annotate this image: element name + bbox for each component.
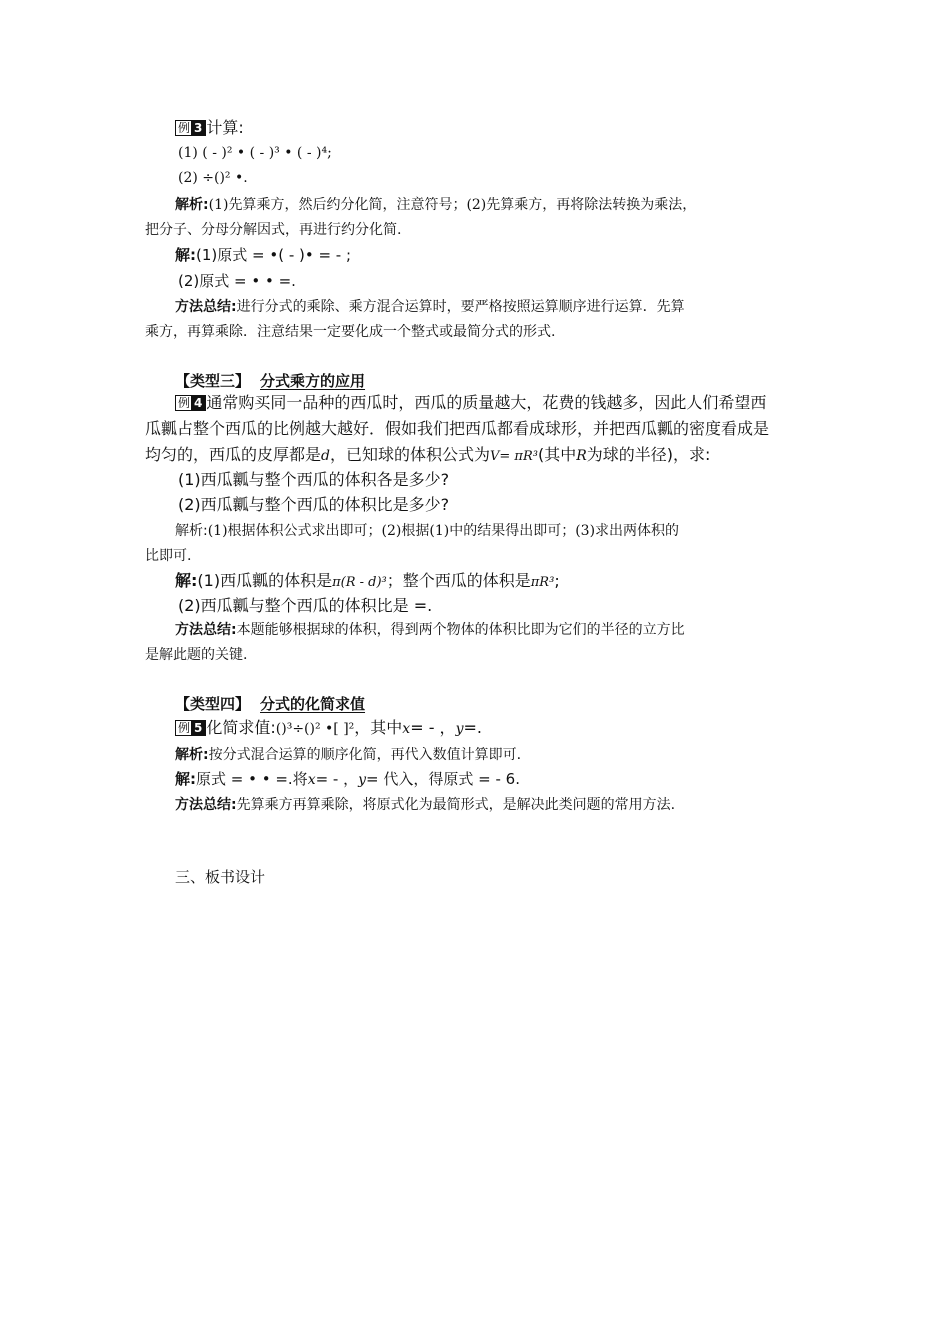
method-label: 方法总结: — [175, 622, 237, 638]
example3-analysis-line1 — [175, 194, 696, 214]
example4-q2: (2)西瓜瓤与整个西瓜的体积比是多少? — [178, 495, 450, 514]
text-segment: ；整个西瓜的体积是 — [386, 571, 531, 590]
text-segment: 化简求值: — [206, 718, 276, 737]
example4-method-line1 — [175, 619, 685, 639]
text-segment: = - ， — [410, 718, 456, 737]
badge-char: 例 — [178, 721, 191, 735]
badge-num: 4 — [191, 396, 205, 410]
text-segment: (其中 — [537, 445, 577, 464]
example4-method-line2: 是解此题的关键. — [145, 647, 248, 663]
example4-badge — [175, 395, 206, 411]
solution-label: 解: — [175, 571, 198, 590]
analysis-label: 解析: — [175, 523, 208, 539]
text-segment: 为球的半径)，求: — [586, 445, 711, 464]
example5-analysis — [175, 744, 521, 764]
example4-analysis-line2: 比即可. — [145, 548, 192, 564]
badge-num: 3 — [191, 121, 205, 135]
text-segment: = - ， — [315, 770, 359, 788]
var-R: R — [576, 448, 587, 464]
analysis-text: (1)先算乘方，然后约分化简，注意符号；(2)先算乘方，再将除法转换为乘法， — [208, 197, 697, 213]
example5-heading — [175, 715, 482, 738]
text-segment: 原式 = • • =.将 — [196, 770, 308, 788]
text-segment: ; — [554, 571, 560, 590]
example3-method-line1 — [175, 296, 685, 316]
solution-text: (1)原式 = •( - )• = - ; — [196, 246, 352, 264]
method-text: 先算乘方再算乘除，将原式化为最简形式，是解决此类问题的常用方法. — [236, 797, 676, 813]
inner-volume-formula: π(R - d)³ — [332, 575, 387, 590]
method-label: 方法总结: — [175, 299, 237, 315]
var-y: y — [455, 721, 464, 737]
solution-label: 解: — [175, 770, 196, 788]
example3-analysis-line2: 把分子、分母分解因式，再进行约分化简. — [145, 222, 402, 238]
expression: ()³÷()² •[ ]² — [275, 721, 355, 737]
example3-title: 计算: — [206, 118, 244, 137]
example4-line3 — [145, 442, 710, 465]
method-label: 方法总结: — [175, 797, 237, 813]
text-segment: 均匀的，西瓜的皮厚都是 — [145, 445, 322, 464]
analysis-text: (1)根据体积公式求出即可；(2)根据(1)中的结果得出即可；(3)求出两体积的 — [207, 523, 680, 539]
text-segment: ，已知球的体积公式为 — [329, 445, 490, 464]
type3-heading — [175, 370, 365, 391]
example3-item2: (2) ÷()² •. — [178, 170, 248, 186]
total-volume-formula: πR³ — [530, 575, 555, 590]
text-segment: ，其中 — [354, 718, 403, 737]
example4-q1: (1)西瓜瓤与整个西瓜的体积各是多少? — [178, 470, 450, 489]
example3-heading — [175, 115, 244, 138]
badge-char: 例 — [178, 121, 191, 135]
example4-analysis-line1 — [175, 520, 679, 540]
var-d: d — [321, 448, 330, 464]
example4-text: 通常购买同一品种的西瓜时，西瓜的质量越大，花费的钱越多，因此人们希望西 — [206, 393, 767, 412]
type4-title: 分式的化简求值 — [260, 695, 366, 713]
analysis-label: 解析: — [175, 747, 209, 763]
example3-solution-line2: (2)原式 = • • =. — [178, 272, 296, 290]
type3-title: 分式乘方的应用 — [260, 372, 366, 390]
example4-line2: 瓜瓤占整个西瓜的比例越大越好．假如我们把西瓜都看成球形，并把西瓜瓤的密度看成是 — [145, 419, 770, 438]
analysis-label: 解析: — [175, 197, 209, 213]
var-x: x — [307, 772, 316, 788]
type3-label: 【类型三】 — [175, 372, 251, 390]
text-segment: (1)西瓜瓤的体积是 — [197, 571, 333, 590]
example3-solution-line1 — [175, 244, 351, 265]
type4-label: 【类型四】 — [175, 695, 251, 713]
example5-solution — [175, 768, 520, 789]
example5-method — [175, 794, 675, 814]
badge-num: 5 — [191, 721, 205, 735]
example5-badge — [175, 720, 206, 736]
solution-label: 解: — [175, 246, 196, 264]
method-text: 进行分式的乘除、乘方混合运算时，要严格按照运算顺序进行运算．先算 — [236, 299, 685, 315]
example3-badge — [175, 120, 206, 136]
var-x: x — [402, 721, 411, 737]
analysis-text: 按分式混合运算的顺序化简，再代入数值计算即可. — [208, 747, 522, 763]
text-segment: = 代入，得原式 = - 6. — [366, 770, 520, 788]
example3-item1: (1) ( - )² • ( - )³ • ( - )⁴; — [178, 145, 332, 161]
section3-heading: 三、板书设计 — [175, 868, 266, 886]
example4-solution-line1 — [175, 568, 560, 591]
text-segment: =. — [463, 718, 482, 737]
example4-solution-line2: (2)西瓜瓤与整个西瓜的体积比是 =. — [178, 596, 433, 615]
badge-char: 例 — [178, 396, 191, 410]
method-text: 本题能够根据球的体积，得到两个物体的体积比即为它们的半径的立方比 — [236, 622, 685, 638]
type4-heading — [175, 693, 365, 714]
example3-method-line2: 乘方，再算乘除．注意结果一定要化成一个整式或最简分式的形式. — [145, 324, 556, 340]
example4-line1 — [175, 390, 766, 413]
volume-formula: V= πR³ — [490, 449, 538, 464]
var-y: y — [358, 772, 367, 788]
